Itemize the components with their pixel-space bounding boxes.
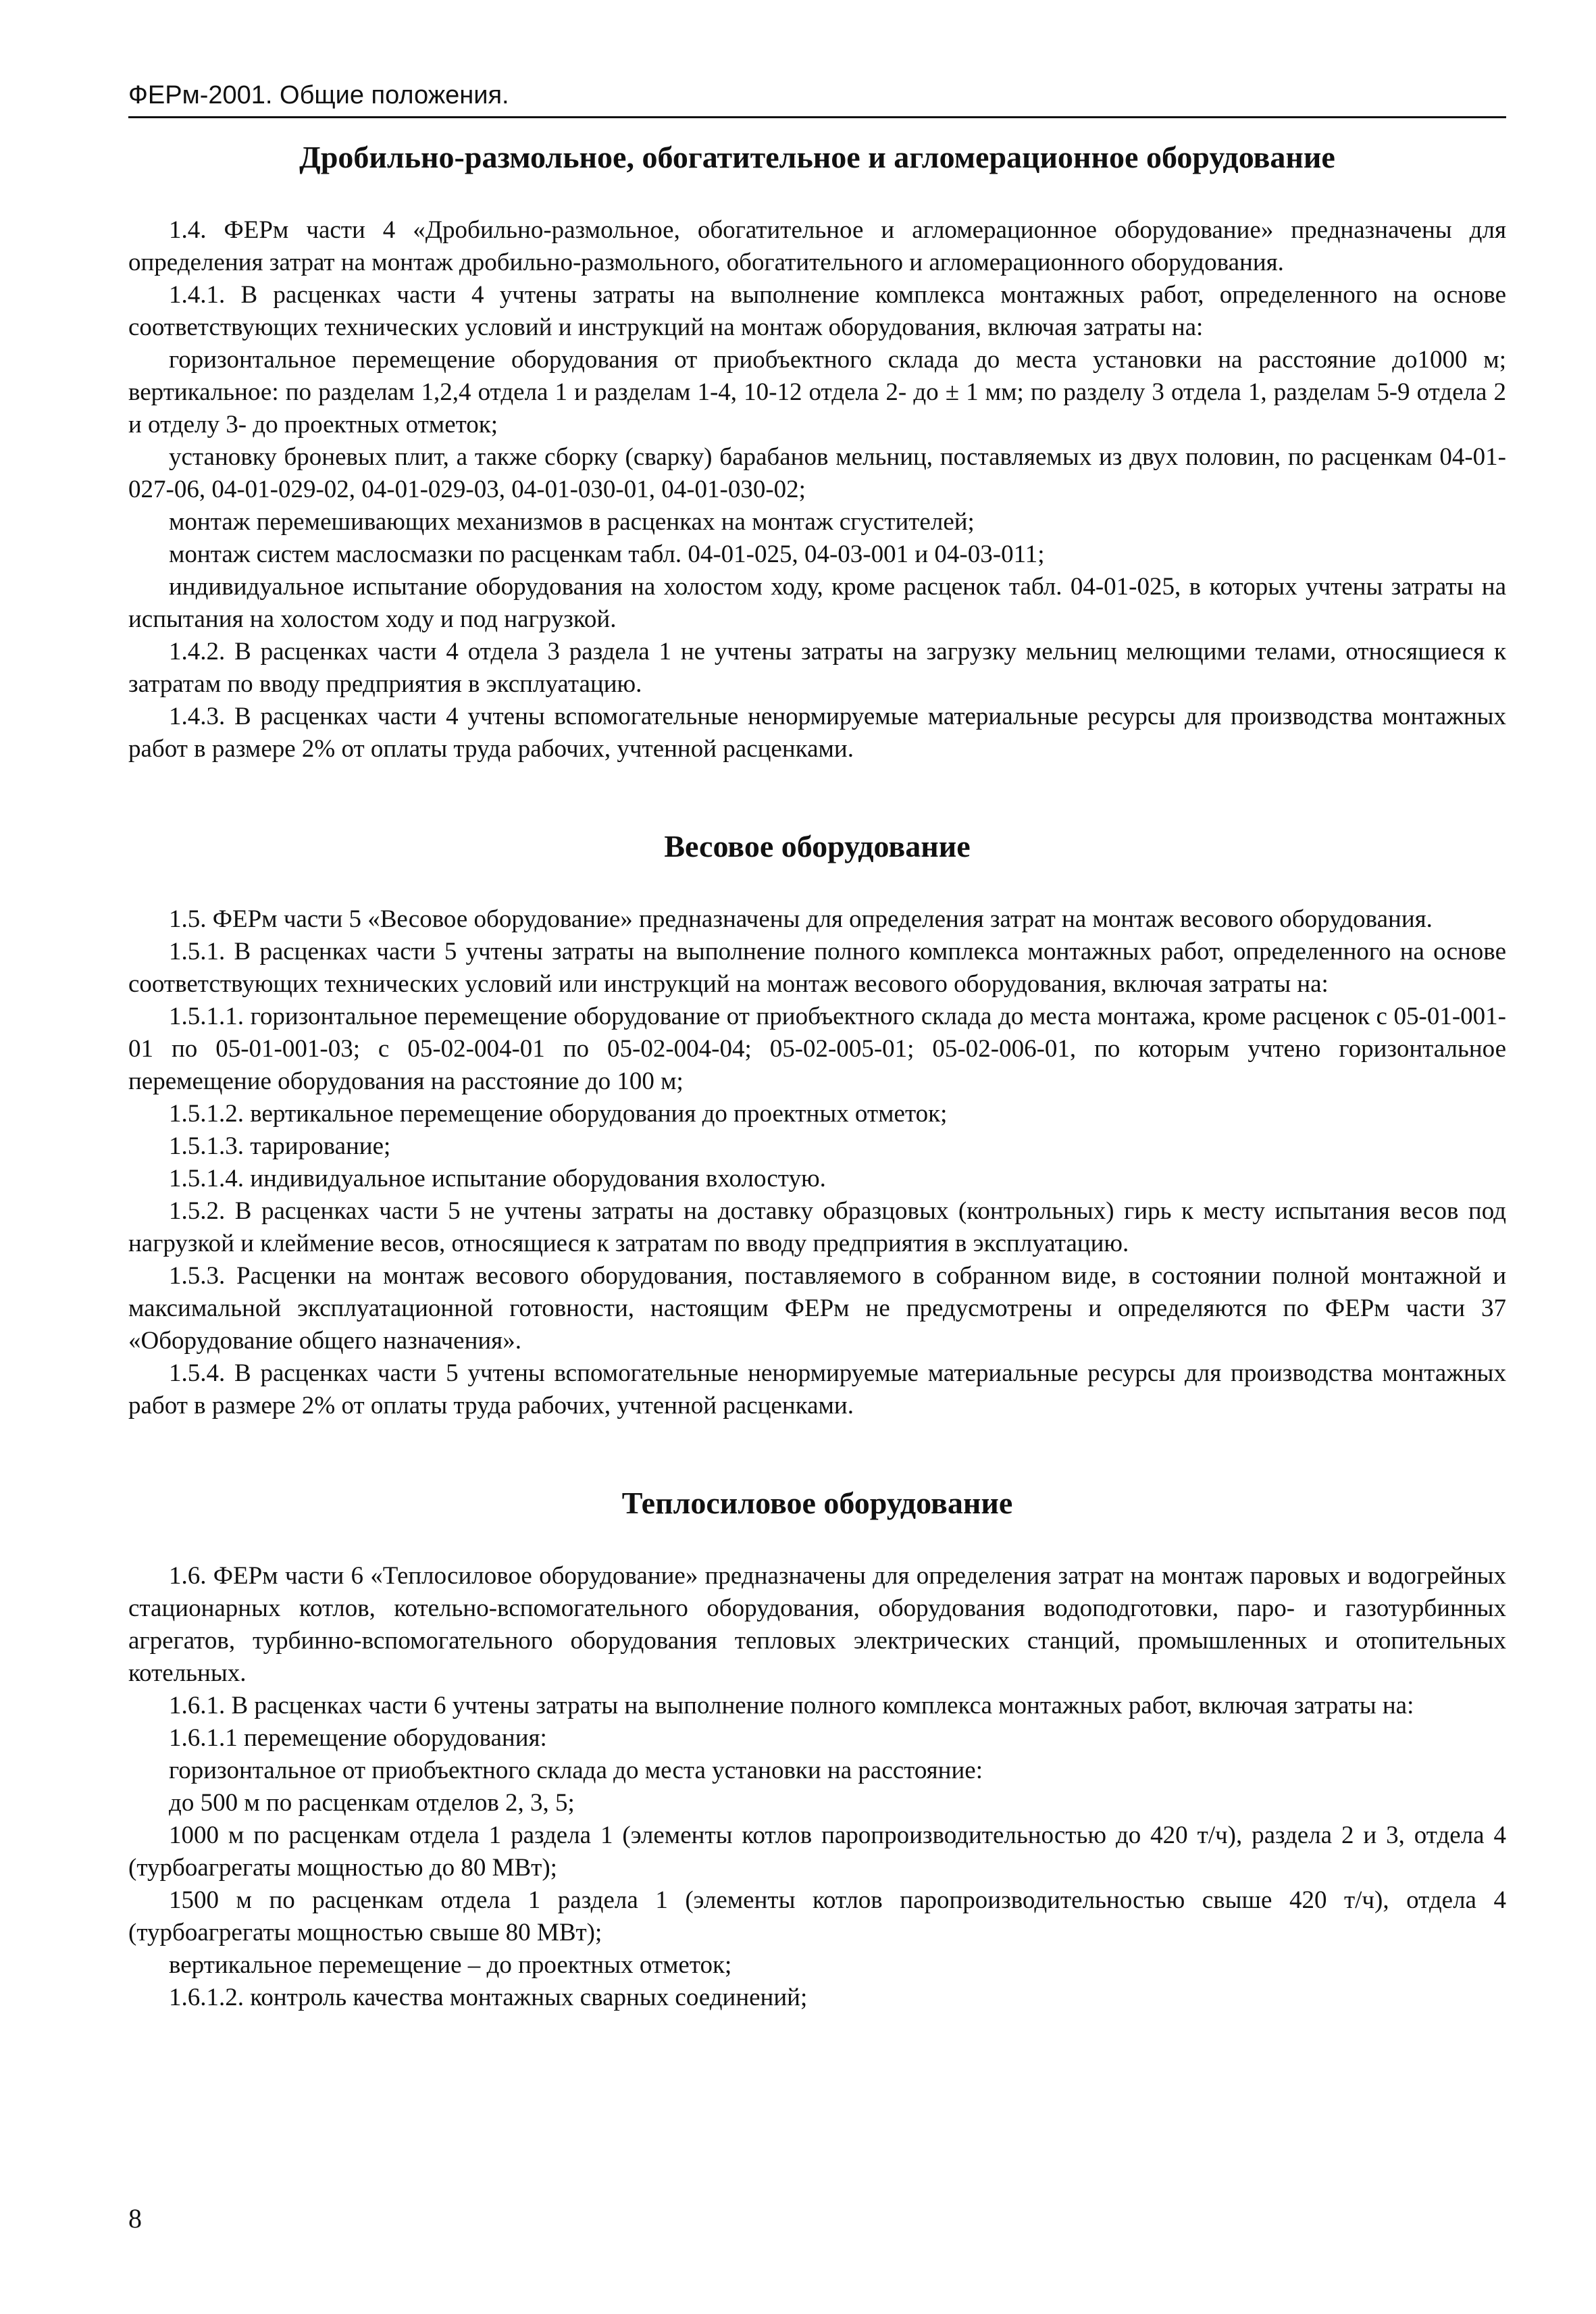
paragraph: вертикальное перемещение – до проектных отметок; bbox=[169, 1951, 732, 1979]
paragraph: 1.4.1. В расценках части 4 учтены затраты на выполнение комплекса монтажных работ, определенного на основе соответствующих технических условий и инструкций на монтаж оборудования, включая затраты на: bbox=[128, 281, 1506, 341]
paragraph: 1.4.2. В расценках части 4 отдела 3 раздела 1 не учтены затраты на загрузку мельниц мелющими телами, относящиеся к затратам по вводу предприятия в эксплуатацию. bbox=[128, 638, 1506, 698]
paragraph: 1.5.1.4. индивидуальное испытание оборудования вхолостую. bbox=[169, 1165, 826, 1192]
paragraph: 1.5. ФЕРм части 5 «Весовое оборудование» предназначены для определения затрат на монтаж весового оборудования. bbox=[169, 905, 1433, 933]
paragraph: 1.5.3. Расценки на монтаж весового оборудования, поставляемого в собранном виде, в состоянии полной монтажной и максимальной эксплуатационной готовности, настоящим ФЕРм не предусмотрены и определяются по ФЕРм части 37 «Оборудование общего назначения». bbox=[128, 1262, 1506, 1355]
paragraph: 1.5.1.2. вертикальное перемещение оборудования до проектных отметок; bbox=[169, 1100, 948, 1128]
section-title: Весовое оборудование bbox=[664, 829, 971, 863]
section-thermal-power-equipment bbox=[128, 1484, 1506, 2014]
paragraph: 1.5.1. В расценках части 5 учтены затраты на выполнение полного комплекса монтажных работ, определенного на основе соответствующих технических условий или инструкций на монтаж весового оборудования, включая затраты на: bbox=[128, 938, 1506, 998]
paragraph: 1.4.3. В расценках части 4 учтены вспомогательные ненормируемые материальные ресурсы для производства монтажных работ в размере 2% от оплаты труда рабочих, учтенной расценками. bbox=[128, 703, 1506, 763]
paragraph: 1000 м по расценкам отдела 1 раздела 1 (элементы котлов паропроизводительностью до 420 т/ч), раздела 2 и 3, отдела 4 (турбоагрегаты мощностью до 80 МВт); bbox=[128, 1821, 1506, 1882]
paragraph: до 500 м по расценкам отделов 2, 3, 5; bbox=[169, 1789, 575, 1817]
paragraph: 1.6.1.1 перемещение оборудования: bbox=[169, 1724, 547, 1752]
section-crushing-equipment bbox=[128, 139, 1506, 765]
paragraph: 1.6.1. В расценках части 6 учтены затраты на выполнение полного комплекса монтажных работ, включая затраты на: bbox=[169, 1692, 1414, 1719]
paragraph: 1.5.4. В расценках части 5 учтены вспомогательные ненормируемые материальные ресурсы для производства монтажных работ в размере 2% от оплаты труда рабочих, учтенной расценками. bbox=[128, 1359, 1506, 1419]
section-weighing-equipment bbox=[128, 828, 1506, 1422]
paragraph: 1.4. ФЕРм части 4 «Дробильно-размольное, обогатительное и агломерационное оборудование» предназначены для определения затрат на монтаж дробильно-размольного, обогатительного и агломерационного оборудования. bbox=[128, 216, 1506, 276]
paragraph: монтаж перемешивающих механизмов в расценках на монтаж сгустителей; bbox=[169, 508, 975, 536]
paragraph: установку броневых плит, а также сборку (сварку) барабанов мельниц, поставляемых из двух половин, по расценкам 04-01-027-06, 04-01-029-02, 04-01-029-03, 04-01-030-01, 04-01-030-02; bbox=[128, 443, 1506, 503]
paragraph: 1.6. ФЕРм части 6 «Теплосиловое оборудование» предназначены для определения затрат на монтаж паровых и водогрейных стационарных котлов, котельно-вспомогательного оборудования, оборудования водоподготовки, паро- и газотурбинных агрегатов, турбинно-вспомогательного оборудования тепловых электрических станций, промышленных и отопительных котельных. bbox=[128, 1562, 1506, 1687]
section-title: Теплосиловое оборудование bbox=[621, 1486, 1013, 1520]
page-number: 8 bbox=[128, 2203, 142, 2234]
paragraph: монтаж систем маслосмазки по расценкам табл. 04-01-025, 04-03-001 и 04-03-011; bbox=[169, 540, 1045, 568]
paragraph: 1.5.2. В расценках части 5 не учтены затраты на доставку образцовых (контрольных) гирь к месту испытания весов под нагрузкой и клеймение весов, относящиеся к затратам по вводу предприятия в эксплуатацию. bbox=[128, 1197, 1506, 1257]
header-rule bbox=[128, 116, 1506, 118]
section-title: Дробильно-размольное, обогатительное и агломерационное оборудование bbox=[299, 140, 1335, 174]
paragraph: 1.5.1.1. горизонтальное перемещение оборудование от приобъектного склада до места монтажа, кроме расценок с 05-01-001-01 по 05-01-001-03; с 05-02-004-01 по 05-02-004-04; 05-02-005-01; 05-02-006-01, по которым учтено горизонтальное перемещение оборудования на расстояние до 100 м; bbox=[128, 1003, 1506, 1095]
paragraph: горизонтальное от приобъектного склада до места установки на расстояние: bbox=[169, 1757, 983, 1784]
paragraph: 1500 м по расценкам отдела 1 раздела 1 (элементы котлов паропроизводительностью свыше 420 т/ч), отдела 4 (турбоагрегаты мощностью свыше 80 МВт); bbox=[128, 1886, 1506, 1946]
page-body bbox=[128, 139, 1506, 2014]
running-header: ФЕРм-2001. Общие положения. bbox=[128, 81, 509, 109]
paragraph: индивидуальное испытание оборудования на холостом ходу, кроме расценок табл. 04-01-025, в которых учтены затраты на испытания на холостом ходу и под нагрузкой. bbox=[128, 573, 1506, 633]
paragraph: 1.5.1.3. тарирование; bbox=[169, 1132, 391, 1160]
paragraph: 1.6.1.2. контроль качества монтажных сварных соединений; bbox=[169, 1984, 808, 2011]
paragraph: горизонтальное перемещение оборудования от приобъектного склада до места установки на расстояние до1000 м; вертикальное: по разделам 1,2,4 отдела 1 и разделам 1-4, 10-12 отдела 2- до ± 1 мм; по разделу 3 отдела 1, разделам 5-9 отдела 2 и отделу 3- до проектных отметок; bbox=[128, 346, 1506, 438]
